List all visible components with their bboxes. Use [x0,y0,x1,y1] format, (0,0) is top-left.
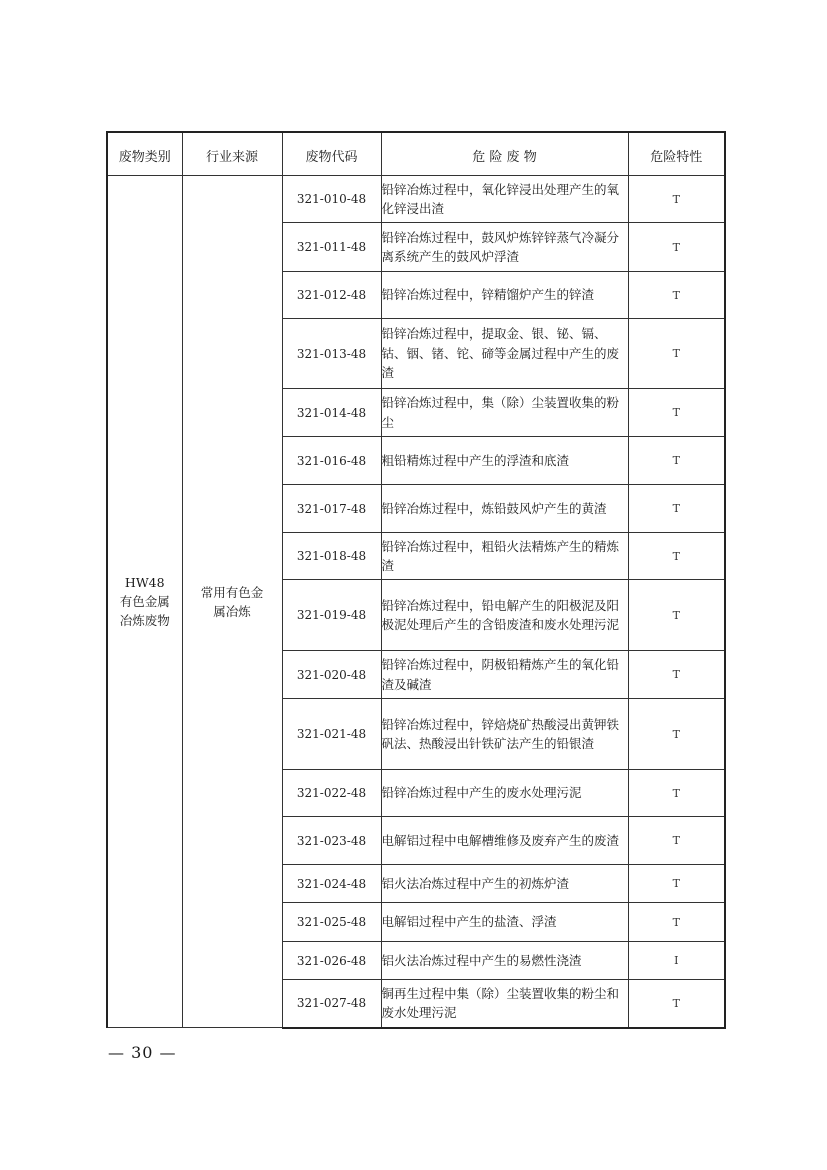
table-row [107,176,725,223]
hazard-property-cell: T [628,651,725,699]
waste-code-cell: 321-027-48 [282,980,381,1028]
waste-code-cell: 321-018-48 [282,533,381,580]
industry-source-line: 属冶炼 [213,603,251,619]
waste-code-cell: 321-022-48 [282,770,381,817]
header-waste-category: 废物类别 [107,132,182,176]
waste-code-cell: 321-016-48 [282,437,381,485]
page-number: — 30 — [108,1043,177,1062]
waste-description-cell: 铅锌冶炼过程中，炼铅鼓风炉产生的黄渣 [381,485,628,533]
hazard-property-cell: T [628,533,725,580]
category-name-line: 冶炼废物 [119,613,170,628]
waste-description-cell: 铅锌冶炼过程中，提取金、银、铋、镉、钴、铟、锗、铊、碲等金属过程中产生的废渣 [381,319,628,389]
waste-description-cell: 铅锌冶炼过程中，阴极铅精炼产生的氧化铅渣及碱渣 [381,651,628,699]
waste-code-cell: 321-010-48 [282,176,381,223]
hazard-property-cell: T [628,272,725,319]
waste-description-cell: 铅锌冶炼过程中，鼓风炉炼锌锌蒸气冷凝分离系统产生的鼓风炉浮渣 [381,223,628,272]
waste-description-cell: 铅锌冶炼过程中，氧化锌浸出处理产生的氧化锌浸出渣 [381,176,628,223]
industry-source-cell [182,176,282,1028]
hazard-property-cell: T [628,319,725,389]
waste-description-cell: 粗铅精炼过程中产生的浮渣和底渣 [381,437,628,485]
hazard-property-cell: T [628,223,725,272]
waste-code-cell: 321-020-48 [282,651,381,699]
hazard-property-cell: T [628,980,725,1028]
waste-description-cell: 铅锌冶炼过程中产生的废水处理污泥 [381,770,628,817]
hazard-property-cell: T [628,770,725,817]
waste-description-cell: 铅锌冶炼过程中，锌精馏炉产生的锌渣 [381,272,628,319]
waste-code-cell: 321-019-48 [282,580,381,651]
table-header-row [107,132,725,176]
header-industry-source: 行业来源 [182,132,282,176]
waste-description-cell: 铅锌冶炼过程中，集（除）尘装置收集的粉尘 [381,389,628,437]
header-hazardous-waste: 危 险 废 物 [381,132,628,176]
waste-description-cell: 铜再生过程中集（除）尘装置收集的粉尘和废水处理污泥 [381,980,628,1028]
header-hazard-property: 危险特性 [628,132,725,176]
hazard-property-cell: T [628,580,725,651]
waste-description-cell: 铝火法冶炼过程中产生的初炼炉渣 [381,865,628,903]
waste-code-cell: 321-024-48 [282,865,381,903]
waste-code-cell: 321-013-48 [282,319,381,389]
waste-description-cell: 电解铝过程中产生的盐渣、浮渣 [381,903,628,942]
waste-category-cell [107,176,182,1028]
waste-description-cell: 铅锌冶炼过程中，锌焙烧矿热酸浸出黄钾铁矾法、热酸浸出针铁矿法产生的铅银渣 [381,699,628,770]
waste-description-cell: 电解铝过程中电解槽维修及废弃产生的废渣 [381,817,628,865]
hazard-property-cell: T [628,176,725,223]
waste-code-cell: 321-026-48 [282,942,381,980]
hazard-property-cell: T [628,485,725,533]
waste-code-cell: 321-025-48 [282,903,381,942]
waste-description-cell: 铅锌冶炼过程中，铅电解产生的阳极泥及阳极泥处理后产生的含铅废渣和废水处理污泥 [381,580,628,651]
category-code: HW48 [124,575,165,590]
hazard-property-cell: I [628,942,725,980]
waste-code-cell: 321-017-48 [282,485,381,533]
waste-code-cell: 321-023-48 [282,817,381,865]
hazardous-waste-table [106,131,726,1029]
waste-description-cell: 铅锌冶炼过程中，粗铅火法精炼产生的精炼渣 [381,533,628,580]
hazard-property-cell: T [628,817,725,865]
hazard-property-cell: T [628,865,725,903]
header-waste-code: 废物代码 [282,132,381,176]
waste-description-cell: 铝火法冶炼过程中产生的易燃性浇渣 [381,942,628,980]
industry-source-line: 常用有色金 [200,584,264,600]
hazard-property-cell: T [628,903,725,942]
waste-code-cell: 321-014-48 [282,389,381,437]
hazard-property-cell: T [628,389,725,437]
category-name-line: 有色金属 [119,594,170,609]
waste-code-cell: 321-011-48 [282,223,381,272]
hazard-property-cell: T [628,437,725,485]
hazard-property-cell: T [628,699,725,770]
waste-code-cell: 321-021-48 [282,699,381,770]
waste-code-cell: 321-012-48 [282,272,381,319]
